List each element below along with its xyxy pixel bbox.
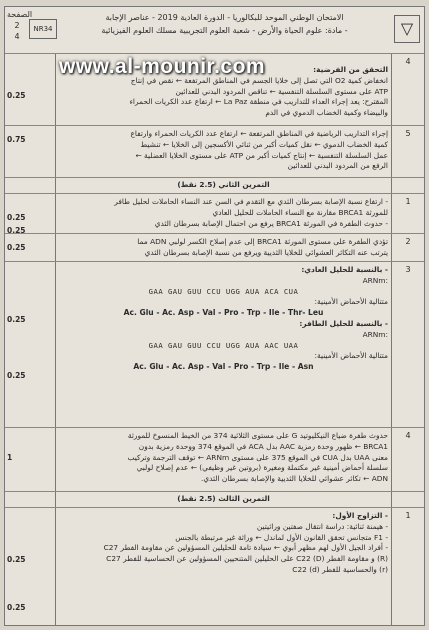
exam-code: NR34 [29, 19, 57, 39]
answer-block [59, 431, 388, 485]
answer-line: إجراء التداريب الرياضية في المناطق المرتفعة ← ارتفاع عدد الكريات الحمراء وارتفاع [130, 129, 388, 138]
answer-line: المقترح: يعد إجراء العداء للتداريب في منطقة La Paz ← ارتفاع عدد الكريات الحمراء [129, 97, 388, 107]
answer-line: حدوث طفرة ضياع النيكليوتيد G على مستوى الثلاثية 374 من الخيط المنسوخ للمورثة [127, 431, 388, 440]
document-header [5, 7, 424, 54]
answer-line: كمية الخضاب الدموي ← نقل كميات أكبر من ثنائي الأكسجين إلى الخلايا ← تنشيط [140, 139, 388, 149]
answer-block [59, 129, 388, 172]
score-value: 0.25 [7, 555, 26, 564]
answer-line: تؤدي الطفرة على مستوى المورثة BRCA1 إلى عدم إصلاح الكسر لولبي ADN مما [137, 237, 388, 246]
score-value: 0.75 [7, 135, 26, 144]
corner-triangle-icon: ▽ [394, 15, 420, 43]
question-number: 4 [405, 57, 411, 66]
answer-block [59, 511, 388, 576]
answer-line: (r) والحساسية للفطر C22 (d) [292, 564, 388, 574]
arnm-label: ARNm: [362, 275, 388, 285]
page-total: 4 [14, 32, 20, 41]
answer-line: - حدوث الطفرة في المورثة BRCA1 يرفع من احتمال الإصابة بسرطان الثدي [154, 218, 388, 228]
question-number: 5 [405, 129, 411, 138]
score-value: 0.25 [7, 213, 26, 222]
score-value: 0.25 [7, 91, 26, 100]
score-value: 0.25 [7, 603, 26, 612]
exam-title-line1: الامتحان الوطني الموحد للبكالوريا - الدورة العادية 2019 - عناصر الإجابة [105, 13, 344, 22]
answer-line: BRCA1 ← ظهور وحدة رمزية AAC بدل ACA في الموقع 374 ووحدة رمزية بدون [138, 441, 388, 451]
answer-line: عمل السلسلة التنفسية ← إنتاج كميات أكبر من ATP على مستوى الخلايا العضلية ← [135, 150, 388, 160]
answer-line: انخفاض كمية O2 التي تصل إلى خلايا الجسم في المناطق المرتفعة ← نقص في إنتاج [130, 75, 388, 85]
answer-block [59, 237, 388, 259]
answer-line: - أفراد الجيل الأول لهم مظهر أبوي ← سيادة تامة للحليلين المسؤولين عن مقاومة الفطر C27 [103, 543, 388, 553]
exam-title [65, 11, 384, 37]
question-number: 4 [405, 431, 411, 440]
sub-heading: - التزاوج الأول: [332, 511, 388, 520]
page-indicator [7, 9, 33, 42]
answer-line: - F1 متجانس تحقق القانون الأول لماندل ← وراثة غير مرتبطة بالجنس [175, 532, 388, 542]
amino-acid-label: متتالية الأحماض الأمينية: [314, 351, 388, 361]
page-label: الصفحة [7, 10, 33, 19]
arnm-sequence: GAA GAU GUU CCU UGG AUA ACA CUA [148, 286, 299, 296]
page-number: 2 [14, 21, 20, 30]
sub-heading: - بالنسبة للحليل الطافر: [299, 318, 388, 328]
site-watermark: www.al-mounir.com [59, 55, 266, 78]
amino-acid-sequence: Ac. Glu - Ac. Asp - Val - Pro - Trp - Ile - Thr- Leu [123, 308, 324, 318]
exam-title-line2: - مادة: علوم الحياة والأرض - شعبة العلوم التجريبية مسلك العلوم الفيزيائية [101, 26, 348, 35]
question-number: 1 [405, 197, 411, 206]
score-value: 0.25 [7, 371, 26, 380]
answer-line: للمورثة BRCA1 مقارنة مع النساء الحاملات للحليل العادي [212, 207, 388, 217]
answer-line: - ارتفاع نسبة الإصابة بسرطان الثدي مع التقدم في السن عند النساء الحاملات لحليل طافر [114, 197, 388, 206]
question-number: 2 [405, 237, 411, 246]
answer-line: (R) و مقاومة الفطر C22 (D) على الحليلين المتنحيين المسؤولين عن الحساسية للفطر C27 [106, 554, 388, 564]
answer-line: والبيضاء وكمية الخضاب الدموي في الدم [265, 108, 388, 118]
answer-line: يترتب عنه التكاثر العشوائي للخلايا الثديية ويرفع من نسبة الإصابة بسرطان الثدي [144, 247, 388, 257]
answer-line: ADN ← تكاثر عشوائي للخلايا الثديية والإصابة بسرطان الثدي. [201, 474, 388, 484]
question-number: 3 [405, 265, 411, 274]
answer-line: الرفع من المردود البدني للعدائين [287, 161, 388, 171]
answer-line: معنى UAA بدل CUA في الموقع 375 على مستوى ARNm ← توقف الترجمة وتركيب [127, 452, 388, 462]
answer-block [59, 265, 388, 373]
score-value: 0.25 [7, 315, 26, 324]
answer-line: - هيمنة ثنائية: دراسة انتقال صفتين وراثيتين [256, 521, 388, 531]
answer-sheet-page [4, 6, 425, 626]
amino-acid-sequence: Ac. Glu - Ac. Asp - Val - Pro - Trp - Ile - Asn [133, 362, 314, 372]
arnm-label: ARNm: [362, 329, 388, 339]
answer-line: ATP على مستوى السلسلة التنفسية ← تناقص المردود البدني للعدائين [175, 86, 388, 96]
arnm-sequence: GAA GAU GUU CCU UGG AUA AAC UAA [148, 340, 299, 350]
score-value: 0.25 [7, 243, 26, 252]
answer-heading: التحقق من الفرضية: [313, 65, 388, 74]
exercise-title: التمرين الثاني (2.5 نقط) [177, 180, 270, 189]
score-value: 1 [7, 453, 13, 462]
answer-line: سلسلة أحماض أمينية غير مكتملة ومغيرة (بروتين غير وظيفي) ← عدم إصلاح لولبي [136, 463, 388, 473]
amino-acid-label: متتالية الأحماض الأمينية: [314, 297, 388, 307]
score-value: 0.25 [7, 226, 26, 235]
exercise-title: التمرين الثالث (2.5 نقط) [177, 494, 270, 503]
sub-heading: - بالنسبة للحليل العادي: [301, 265, 388, 274]
question-number: 1 [405, 511, 411, 520]
answer-block [59, 197, 388, 229]
question-number-column [391, 53, 424, 626]
